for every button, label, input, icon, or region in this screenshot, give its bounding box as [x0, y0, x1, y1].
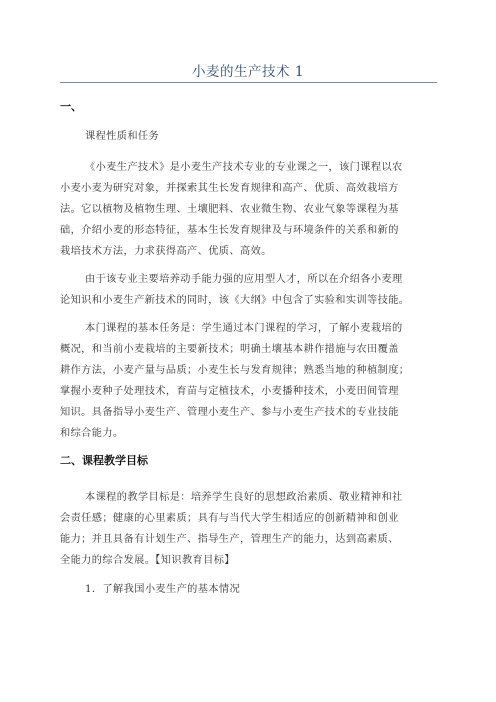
- paragraph-line: 础，介绍小麦的形态特征，基本生长发育规律及与环境条件的关系和新的: [60, 225, 399, 236]
- paragraph-line: 由于该专业主要培养动手能力强的应用型人才，所以在介绍各小麦理: [85, 274, 403, 285]
- paragraph-line: 知识。具备指导小麦生产、管理小麦生产、参与小麦生产技术的专业技能: [60, 407, 399, 418]
- paragraph-line: 小麦小麦为研究对象，并探索其生长发育规律和高产、优质、高效栽培方: [60, 183, 399, 194]
- paragraph-line: 栽培技术方法，力求获得高产、优质、高效。: [60, 246, 272, 257]
- paragraph-line: 概况，和当前小麦栽培的主要新技术；明确土壤基本耕作措施与农田覆盖: [60, 344, 399, 355]
- paragraph-line: 本课程的教学目标是：培养学生良好的思想政治素质、敬业精神和社: [85, 492, 403, 503]
- paragraph-line: 和综合能力。: [60, 428, 124, 439]
- paragraph-line: 会责任感；健康的心里素质；具有与当代大学生相适应的创新精神和创业: [60, 513, 399, 524]
- paragraph-line: 本门课程的基本任务是：学生通过本门课程的学习，了解小麦栽培的: [85, 323, 403, 334]
- page-title: 小麦的生产技术 1: [192, 64, 304, 80]
- paragraph-line: 耕作方法，小麦产量与品质；小麦生长与发育规律；熟悉当地的种植制度；: [60, 365, 410, 376]
- paragraph-line: 能力；并且具备有计划生产、指导生产，管理生产的能力，达到高素质、: [60, 534, 399, 545]
- section-2-heading: 二、课程教学目标: [60, 454, 148, 467]
- paragraph-line: 掌握小麦种子处理技术，育苗与定植技术，小麦播种技术，小麦田间管理: [60, 386, 399, 397]
- section-1-heading: 一、: [60, 100, 82, 113]
- section-1-subheading: 课程性质和任务: [85, 131, 160, 142]
- paragraph-line: 法。它以植物及植物生理、土壤肥料、农业微生物、农业气象等课程为基: [60, 204, 399, 215]
- paragraph-line: 《小麦生产技术》是小麦生产技术专业的专业课之一，该门课程以农: [85, 162, 403, 173]
- paragraph-line: 论知识和小麦生产新技术的同时，该《大纲》中包含了实验和实训等技能。: [60, 295, 410, 306]
- paragraph-line: 全能力的综合发展。【知识教育目标】: [60, 555, 235, 566]
- title-divider: [60, 82, 437, 83]
- list-item: 1．了解我国小麦生产的基本情况: [85, 584, 241, 595]
